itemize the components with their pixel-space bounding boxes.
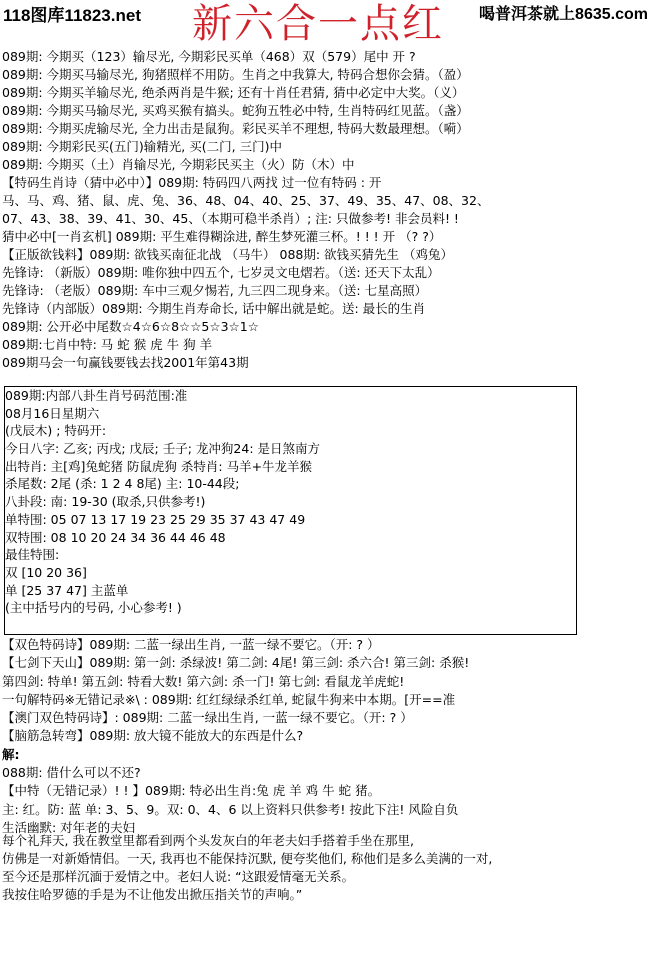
- text-line: 089期:七肖中特: 马 蛇 猴 虎 牛 狗 羊: [2, 337, 213, 352]
- text-line: 先锋诗（内部版）089期: 今期生肖寿命长, 话中解出就是蛇。送: 最长的生肖: [2, 301, 426, 316]
- text-line: 【七剑下天山】089期: 第一剑: 杀绿波! 第二剑: 4尾! 第三剑: 杀六合! 第三剑: 杀猴!: [2, 655, 470, 671]
- text-line: 【正版欲钱料】089期: 欲钱买南征北战 （马牛） 088期: 欲钱买猜先生 （鸡兔）: [2, 247, 454, 262]
- box-line: 单特围: 05 07 13 17 19 23 25 29 35 37 43 47 49: [5, 511, 306, 527]
- page-header: [0, 0, 652, 46]
- box-line: 双 [10 20 36]: [5, 564, 87, 580]
- box-line: 双特围: 08 10 20 24 34 36 44 46 48: [5, 529, 226, 545]
- text-line: 【澳门双色特码诗】: 089期: 二蓝一绿出生肖, 一蓝一绿不要它。（开: ? ）: [2, 710, 413, 726]
- story-line: 我按住哈罗德的手是为不让他发出掀压指关节的声响。”: [2, 887, 303, 902]
- text-line: 089期: 今期买（123）输尽光, 今期彩民买单（468）双（579）尾中 开 ?: [2, 49, 416, 64]
- box-line: 08月16日星期六: [5, 405, 100, 421]
- text-line: 089期: 公开必中尾数☆4☆6☆8☆☆5☆3☆1☆: [2, 319, 259, 334]
- bagua-info-box: [4, 386, 577, 635]
- text-line: 【中特（无错记录）! ! 】089期: 特必出生肖:兔 虎 羊 鸡 牛 蛇 猪。: [2, 783, 381, 799]
- page-title: 新六合一点红: [192, 1, 444, 47]
- text-line: 【特码生肖诗（猜中必中）】089期: 特码四八两找 过一位有特码 : 开: [2, 175, 382, 190]
- box-line: 杀尾数: 2尾 (杀: 1 2 4 8尾) 主: 10-44段;: [5, 476, 240, 492]
- text-line: 089期: 今期买羊输尽光, 绝杀两肖是牛猴; 还有十肖任君猜, 猜中必定中大奖。（义）: [2, 85, 465, 100]
- prediction-lines: [2, 48, 650, 372]
- box-line: 089期:内部八卦生肖号码范围:准: [5, 388, 188, 403]
- text-line: 马、马、鸡、猪、鼠、虎、兔、36、48、04、40、25、37、49、35、47、08、32、: [2, 193, 490, 208]
- text-line: 猜中必中[一肖玄机] 089期: 平生难得糊涂进, 醉生梦死灌三杯。! ! ! 开 （? ?）: [2, 229, 442, 244]
- site-url-left[interactable]: 118图库11823.net: [3, 6, 141, 25]
- text-line: 主: 红。防: 蓝 单: 3、5、9。双: 0、4、6 以上资料只供参考! 按此下注! 风险自负: [2, 801, 459, 817]
- text-line: 089期: 今期买虎输尽光, 全力出击是鼠狗。彩民买羊不理想, 特码大数最理想。（嗬）: [2, 121, 469, 136]
- text-line: 089期: 今期买（土）肖输尽光, 今期彩民买主（火）防（木）中: [2, 157, 355, 172]
- box-line: (戊辰木) ; 特码开:: [5, 423, 107, 439]
- box-line: 出特肖: 主[鸡]兔蛇猪 防鼠虎狗 杀特肖: 马羊+牛龙羊猴: [5, 458, 313, 474]
- text-line: 【双色特码诗】089期: 二蓝一绿出生肖, 一蓝一绿不要它。（开: ? ）: [2, 637, 380, 652]
- box-line: 最佳特围:: [5, 547, 60, 563]
- text-line: 089期: 今期彩民买(五门)输精光, 买(二门, 三门)中: [2, 139, 282, 154]
- text-line: 089期: 今期买马输尽光, 买鸡买猴有搞头。蛇狗五牲必中特, 生肖特码红见蓝。（盏）: [2, 103, 469, 118]
- text-line: 解:: [2, 746, 20, 762]
- story-line: 仿佛是一对新婚情侣。一天, 我再也不能保持沉默, 便夸奖他们, 称他们是多么美满的一对,: [2, 851, 493, 866]
- box-line: (主中括号内的号码, 小心参考! ): [5, 600, 182, 616]
- box-line: 今日八字: 乙亥; 丙戌; 戊辰; 壬子; 龙冲狗24: 是日煞南方: [5, 441, 321, 457]
- text-line: 一句解特码※无错记录※\ : 089期: 红红绿绿杀红单, 蛇鼠牛狗来中本期。[开==准: [2, 691, 456, 707]
- text-line: 第四剑: 特单! 第五剑: 特看大数! 第六剑: 杀一门! 第七剑: 看鼠龙羊虎蛇!: [2, 673, 405, 689]
- text-line: 先锋诗: （新版）089期: 唯你独中四五个, 七岁灵文电熠若。（送: 还天下太乱）: [2, 265, 440, 280]
- text-line: 07、43、38、39、41、30、45、（本期可稳半杀肖）; 注: 只做参考! 非会员料! !: [2, 211, 459, 226]
- text-line: 089期: 今期买马输尽光, 狗猪照样不用防。生肖之中我算大, 特码合想你会猜。（盈）: [2, 67, 469, 82]
- text-line: 088期: 借什么可以不还?: [2, 765, 141, 781]
- text-line: 生活幽默: 对年老的夫妇: [2, 819, 136, 835]
- text-line: 先锋诗: （老版）089期: 车中三观夕惕若, 九三四二现身来。（送: 七星高照）: [2, 283, 428, 298]
- story-line: 每个礼拜天, 我在教堂里都看到两个头发灰白的年老夫妇手搭着手坐在那里,: [2, 833, 414, 848]
- text-line: 【脑筋急转弯】089期: 放大镜不能放大的东西是什么?: [2, 728, 304, 744]
- story-line: 至今还是那样沉湎于爱情之中。老妇人说: “这跟爱情毫无关系。: [2, 869, 355, 884]
- text-line: 089期马会一句赢钱要钱去找2001年第43期: [2, 355, 249, 370]
- box-line: 八卦段: 南: 19-30 (取杀,只供参考!): [5, 494, 206, 510]
- riddle-lines: [2, 636, 650, 837]
- humor-story: [2, 832, 650, 904]
- site-url-right[interactable]: 喝普洱茶就上8635.com: [479, 6, 648, 23]
- box-line: 单 [25 37 47] 主蓝单: [5, 582, 129, 598]
